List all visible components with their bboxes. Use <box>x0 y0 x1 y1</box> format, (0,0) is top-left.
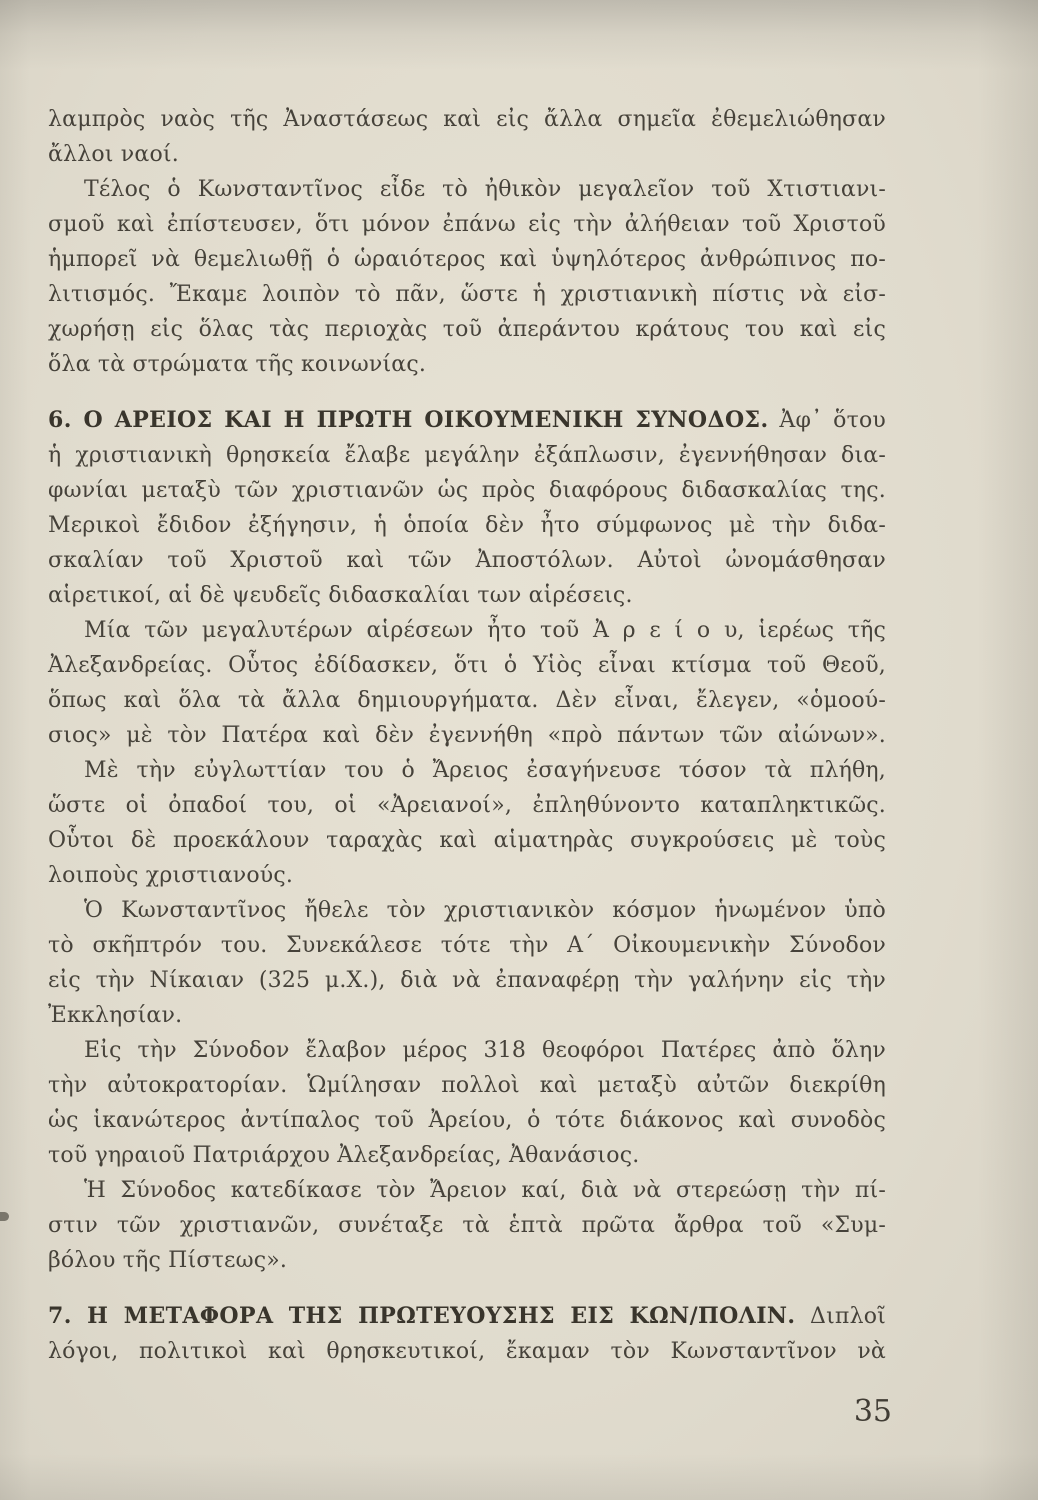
text-line: ἡμπορεῖ νὰ θεμελιωθῇ ὁ ὡραιότερος καὶ ὑψηλότερος ἀνθρώπινος πο- <box>48 247 886 272</box>
text-line: στιν τῶν χριστιανῶν, συνέταξε τὰ ἑπτὰ πρῶτα ἄρθρα τοῦ «Συμ- <box>48 1213 886 1238</box>
text-line: 6. Ο ΑΡΕΙΟΣ ΚΑΙ Η ΠΡΩΤΗ ΟΙΚΟΥΜΕΝΙΚΗ ΣΥΝΟΔΟΣ. Ἀφ᾽ ὅτου <box>48 407 886 433</box>
text-line: τὴν αὐτοκρατορίαν. Ὡμίλησαν πολλοὶ καὶ μεταξὺ αὐτῶν διεκρίθη <box>48 1073 886 1098</box>
text-line: Μερικοὶ ἔδιδον ἐξήγησιν, ἡ ὁποία δὲν ἦτο σύμφωνος μὲ τὴν διδα- <box>48 513 886 538</box>
text-line: λοιποὺς χριστιανούς. <box>48 863 294 888</box>
text-line: λαμπρὸς ναὸς τῆς Ἀναστάσεως καὶ εἰς ἄλλα σημεῖα ἐθεμελιώθησαν <box>48 107 886 132</box>
section-heading: 6. Ο ΑΡΕΙΟΣ ΚΑΙ Η ΠΡΩΤΗ ΟΙΚΟΥΜΕΝΙΚΗ ΣΥΝΟΔΟΣ. <box>48 407 769 433</box>
text-line: τοῦ γηραιοῦ Πατριάρχου Ἀλεξανδρείας, Ἀθανάσιος. <box>48 1143 640 1168</box>
text-line: ἡ χριστιανικὴ θρησκεία ἔλαβε μεγάλην ἐξάπλωσιν, ἐγεννήθησαν δια- <box>48 443 886 468</box>
text-line: 7. Η ΜΕΤΑΦΟΡΑ ΤΗΣ ΠΡΩΤΕΥΟΥΣΗΣ ΕΙΣ ΚΩΝ/ΠΟΛΙΝ. Διπλοῖ <box>48 1303 886 1329</box>
text-line: ὡς ἱκανώτερος ἀντίπαλος τοῦ Ἀρείου, ὁ τότε διάκονος καὶ συνοδὸς <box>48 1108 886 1133</box>
text-line: Ἡ Σύνοδος κατεδίκασε τὸν Ἄρειον καί, διὰ νὰ στερεώσῃ τὴν πί- <box>84 1178 886 1203</box>
text-column <box>48 102 886 1369</box>
text-line: χωρήσῃ εἰς ὅλας τὰς περιοχὰς τοῦ ἀπεράντου κράτους του καὶ εἰς <box>48 317 886 342</box>
text-line: λόγοι, πολιτικοὶ καὶ θρησκευτικοί, ἔκαμαν τὸν Κωνσταντῖνον νὰ <box>48 1339 886 1364</box>
ink-speck <box>0 1212 9 1221</box>
text-line: Μὲ τὴν εὐγλωττίαν του ὁ Ἄρειος ἐσαγήνευσε τόσον τὰ πλήθη, <box>84 758 886 783</box>
page-number: 35 <box>853 1394 892 1429</box>
paragraph-block <box>48 753 886 893</box>
paragraph-block <box>48 1033 886 1173</box>
section-block <box>48 403 886 613</box>
text-line: Μία τῶν μεγαλυτέρων αἱρέσεων ἦτο τοῦ Ἀ ρ ε ί ο υ, ἱερέως τῆς <box>84 618 886 643</box>
text-line: εἰς τὴν Νίκαιαν (325 μ.Χ.), διὰ νὰ ἐπαναφέρῃ τὴν γαλήνην εἰς τὴν <box>48 968 886 993</box>
text-line: σιος» μὲ τὸν Πατέρα καὶ δὲν ἐγεννήθη «πρὸ πάντων τῶν αἰώνων». <box>48 723 886 748</box>
text-line: Τέλος ὁ Κωνσταντῖνος εἶδε τὸ ἠθικὸν μεγαλεῖον τοῦ Χτιστιανι- <box>84 177 886 202</box>
text-line: ἄλλοι ναοί. <box>48 142 179 167</box>
text-line: ὅπως καὶ ὅλα τὰ ἄλλα δημιουργήματα. Δὲν εἶναι, ἔλεγεν, «ὁμοού- <box>48 688 886 713</box>
paragraph-block <box>48 172 886 382</box>
text-line: βόλου τῆς Πίστεως». <box>48 1248 288 1273</box>
text-line: σμοῦ καὶ ἐπίστευσεν, ὅτι μόνον ἐπάνω εἰς τὴν ἀλήθειαν τοῦ Χριστοῦ <box>48 212 886 237</box>
text-line: τὸ σκῆπτρόν του. Συνεκάλεσε τότε τὴν Α´ Οἰκουμενικὴν Σύνοδον <box>48 933 886 958</box>
text-line: Εἰς τὴν Σύνοδον ἔλαβον μέρος 318 θεοφόροι Πατέρες ἀπὸ ὅλην <box>84 1038 886 1063</box>
text-line: Ὁ Κωνσταντῖνος ἤθελε τὸν χριστιανικὸν κόσμον ἡνωμένον ὑπὸ <box>84 898 886 923</box>
text-line: Ἀλεξανδρείας. Οὗτος ἐδίδασκεν, ὅτι ὁ Υἱὸς εἶναι κτίσμα τοῦ Θεοῦ, <box>48 653 886 678</box>
text-line: λιτισμός. Ἔκαμε λοιπὸν τὸ πᾶν, ὥστε ἡ χριστιανικὴ πίστις νὰ εἰσ- <box>48 282 886 307</box>
text-line: φωνίαι μεταξὺ τῶν χριστιανῶν ὡς πρὸς διαφόρους διδασκαλίας της. <box>48 478 886 503</box>
text-line: Ἐκκλησίαν. <box>48 1003 183 1028</box>
paragraph-block <box>48 1173 886 1278</box>
section-block <box>48 1299 886 1369</box>
text-line: σκαλίαν τοῦ Χριστοῦ καὶ τῶν Ἀποστόλων. Αὐτοὶ ὠνομάσθησαν <box>48 548 886 573</box>
section-heading: 7. Η ΜΕΤΑΦΟΡΑ ΤΗΣ ΠΡΩΤΕΥΟΥΣΗΣ ΕΙΣ ΚΩΝ/ΠΟΛΙΝ. <box>48 1303 796 1329</box>
paragraph-block <box>48 102 886 172</box>
paragraph-block <box>48 893 886 1033</box>
text-line: ὅλα τὰ στρώματα τῆς κοινωνίας. <box>48 352 427 377</box>
text-line: ὥστε οἱ ὀπαδοί του, οἱ «Ἀρειανοί», ἐπληθύνοντο καταπληκτικῶς. <box>48 793 886 818</box>
text-line: αἱρετικοί, αἱ δὲ ψευδεῖς διδασκαλίαι των αἱρέσεις. <box>48 583 633 608</box>
paragraph-block <box>48 613 886 753</box>
text-line: Οὗτοι δὲ προεκάλουν ταραχὰς καὶ αἱματηρὰς συγκρούσεις μὲ τοὺς <box>48 828 886 853</box>
